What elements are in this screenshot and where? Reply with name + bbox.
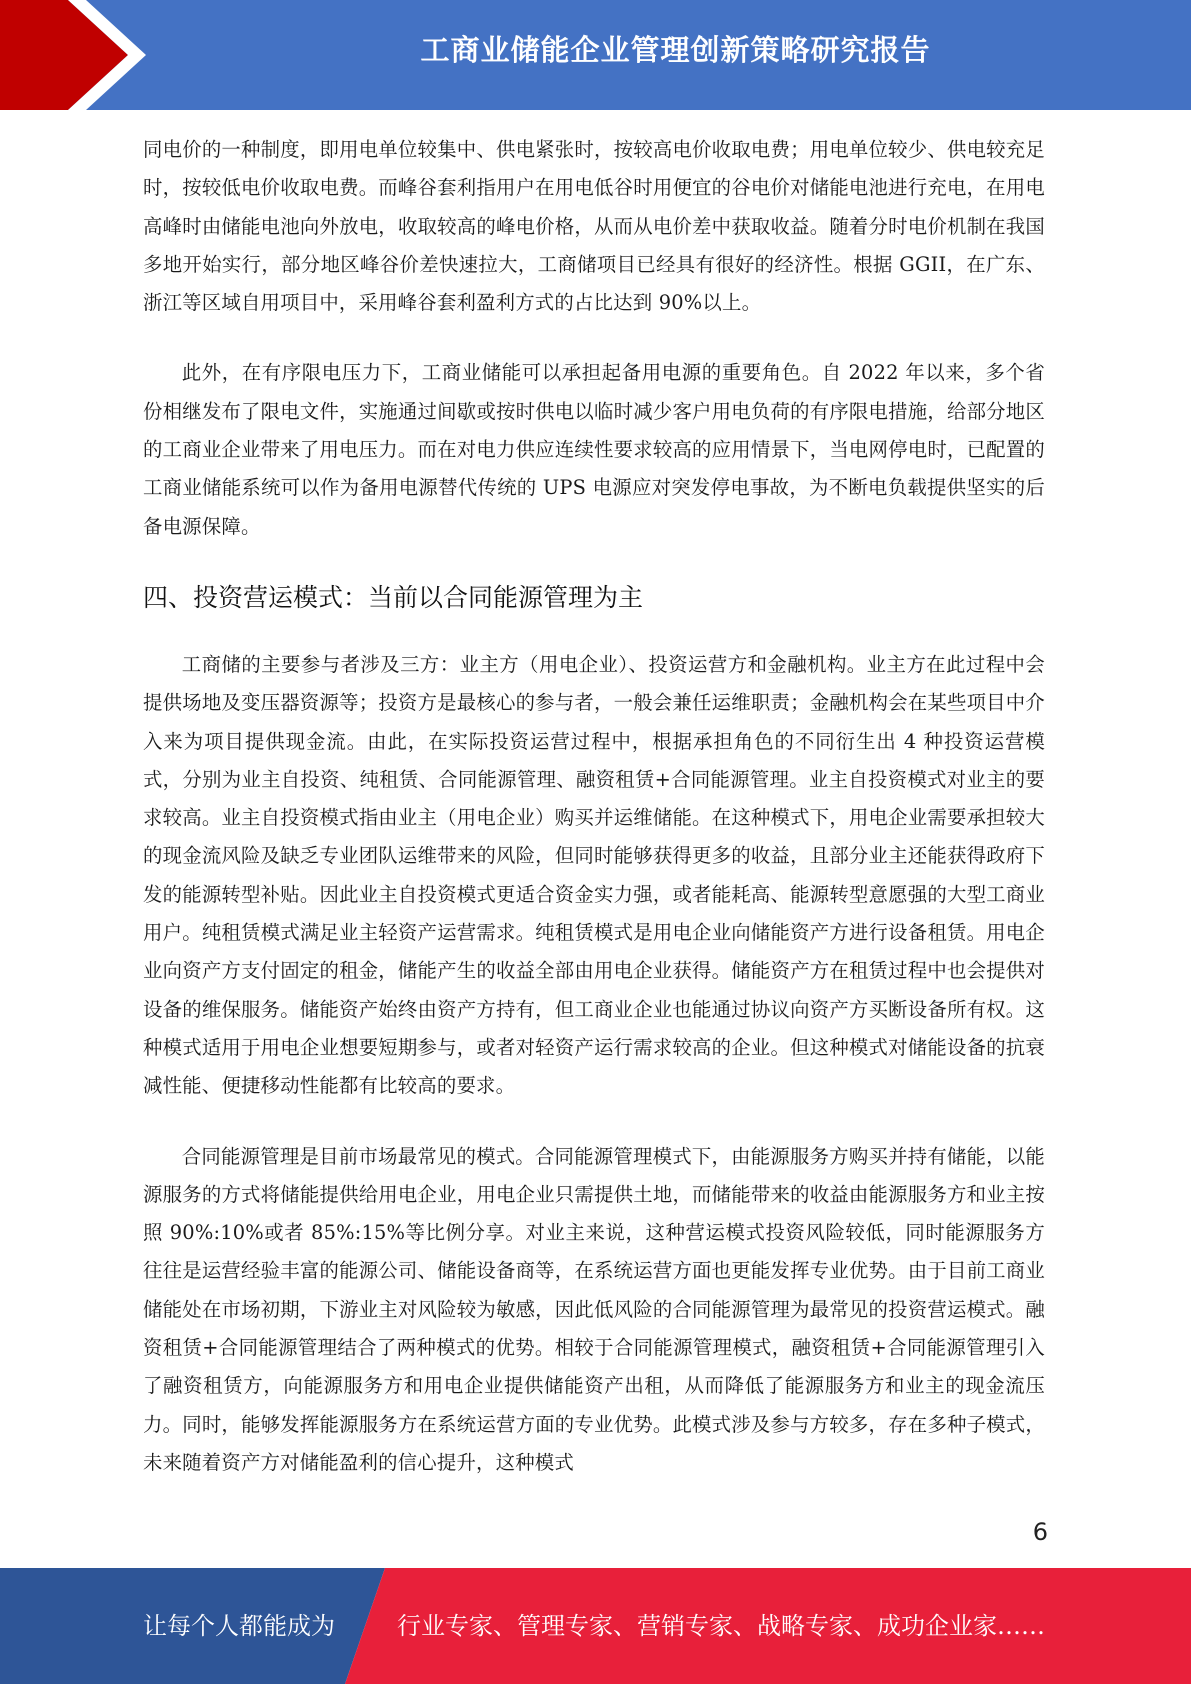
document-title: 工商业储能企业管理创新策略研究报告	[420, 33, 931, 67]
body-paragraph: 此外，在有序限电压力下，工商业储能可以承担起备用电源的重要角色。自 2022 年以来，多个省份相继发布了限电文件，实施通过间歇或按时供电以临时减少客户用电负荷的有序限电措施，给部分地区的工商业企业带来了用电压力。而在对电力供应连续性要求较高的应用情景下，当电网停电时，已配置的工商业储能系统可以作为备用电源替代传统的 UPS 电源应对突发停电事故，为不断电负载提供坚实的后备电源保障。	[143, 361, 1045, 538]
page-body	[143, 131, 1045, 1514]
section-heading: 四、投资营运模式：当前以合同能源管理为主	[143, 582, 644, 612]
footer-slogan-right: 行业专家、管理专家、营销专家、战略专家、成功企业家……	[397, 1612, 1045, 1640]
page-header	[0, 0, 1191, 110]
body-paragraph: 工商储的主要参与者涉及三方：业主方（用电企业）、投资运营方和金融机构。业主方在此过程中会提供场地及变压器资源等；投资方是最核心的参与者，一般会兼任运维职责；金融机构会在某些项目中介入来为项目提供现金流。由此，在实际投资运营过程中，根据承担角色的不同衍生出 4 种投资运营模式，分别为业主自投资、纯租赁、合同能源管理、融资租赁+合同能源管理。业主自投资模式对业主的要求较高。业主自投资模式指由业主（用电企业）购买并运维储能。在这种模式下，用电企业需要承担较大的现金流风险及缺乏专业团队运维带来的风险，但同时能够获得更多的收益，且部分业主还能获得政府下发的能源转型补贴。因此业主自投资模式更适合资金实力强，或者能耗高、能源转型意愿强的大型工商业用户。纯租赁模式满足业主轻资产运营需求。纯租赁模式是用电企业向储能资产方进行设备租赁。用电企业向资产方支付固定的租金，储能产生的收益全部由用电企业获得。储能资产方在租赁过程中也会提供对设备的维保服务。储能资产始终由资产方持有，但工商业企业也能通过协议向资产方买断设备所有权。这种模式适用于用电企业想要短期参与，或者对轻资产运行需求较高的企业。但这种模式对储能设备的抗衰减性能、便捷移动性能都有比较高的要求。	[143, 652, 1045, 1098]
page-number: 6	[1032, 1518, 1048, 1546]
body-paragraph: 同电价的一种制度，即用电单位较集中、供电紧张时，按较高电价收取电费；用电单位较少、供电较充足时，按较低电价收取电费。而峰谷套利指用户在用电低谷时用便宜的谷电价对储能电池进行充电，在用电高峰时由储能电池向外放电，收取较高的峰电价格，从而从电价差中获取收益。随着分时电价机制在我国多地开始实行，部分地区峰谷价差快速拉大，工商储项目已经具有很好的经济性。根据 GGII，在广东、浙江等区域自用项目中，采用峰谷套利盈利方式的占比达到 90%以上。	[143, 138, 1045, 315]
body-paragraph: 合同能源管理是目前市场最常见的模式。合同能源管理模式下，由能源服务方购买并持有储能，以能源服务的方式将储能提供给用电企业，用电企业只需提供土地，而储能带来的收益由能源服务方和业主按照 90%:10%或者 85%:15%等比例分享。对业主来说，这种营运模式投资风险较低，同时能源服务方往往是运营经验丰富的能源公司、储能设备商等，在系统运营方面也更能发挥专业优势。由于目前工商业储能处在市场初期，下游业主对风险较为敏感，因此低风险的合同能源管理为最常见的投资营运模式。融资租赁+合同能源管理结合了两种模式的优势。相较于合同能源管理模式，融资租赁+合同能源管理引入了融资租赁方，向能源服务方和用电企业提供储能资产出租，从而降低了能源服务方和业主的现金流压力。同时，能够发挥能源服务方在系统运营方面的专业优势。此模式涉及参与方较多，存在多种子模式，未来随着资产方对储能盈利的信心提升，这种模式	[143, 1144, 1045, 1474]
footer-slogan-left: 让每个人都能成为	[143, 1612, 335, 1640]
header-arrow-decoration	[0, 0, 170, 110]
page-footer	[0, 1568, 1191, 1684]
